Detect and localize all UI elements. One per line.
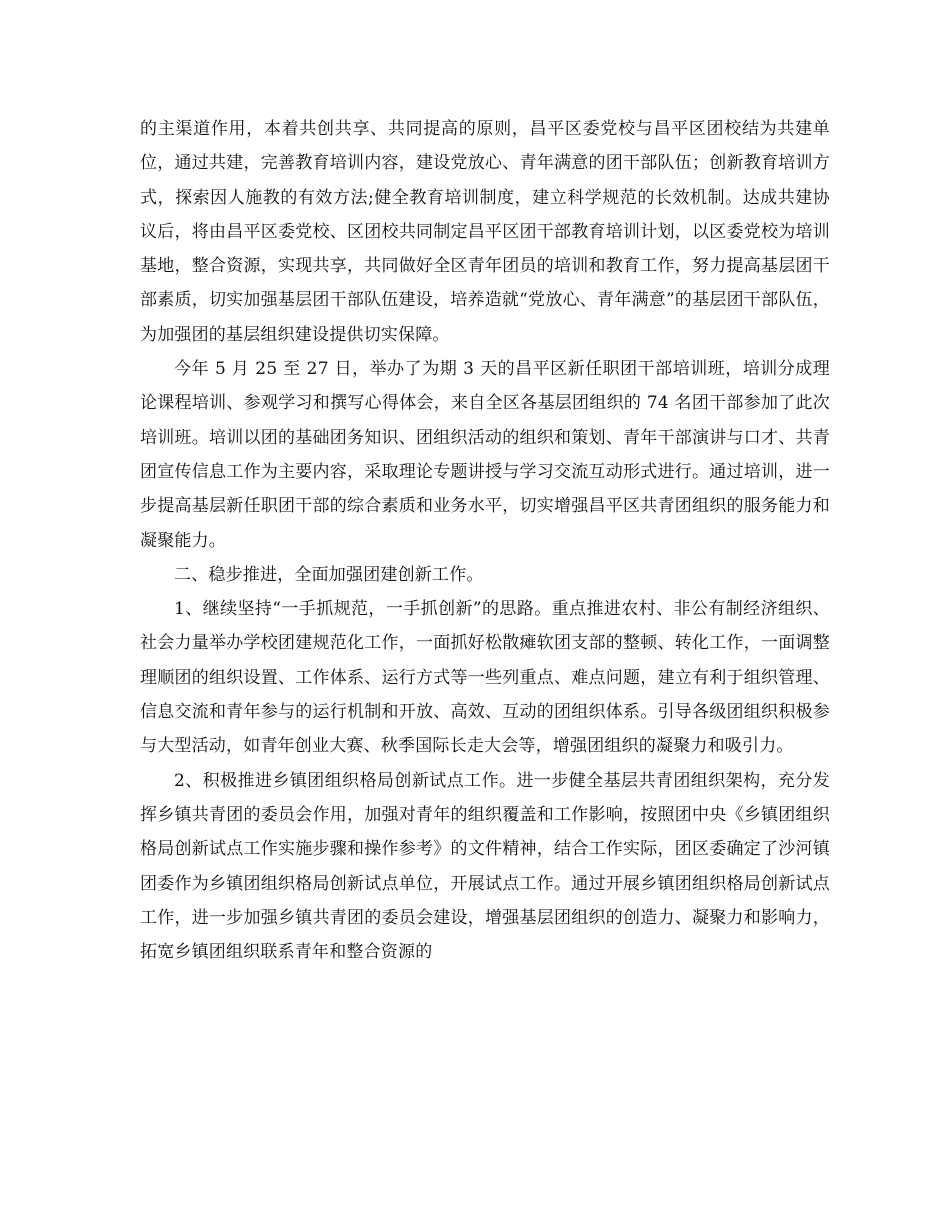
paragraph-training-class: 今年 5 月 25 至 27 日，举办了为期 3 天的昌平区新任职团干部培训班，培训分成理论课程培训、参观学习和撰写心得体会，来自全区各基层团组织的 74 名团干部参加了此次培训班。培训以团的基础团务知识、团组织活动的组织和策划、青年干部演讲与口才、共青团宣传信息工作为主要内容，采取理论专题讲授与学习交流互动形式进行。通过培训，进一步提高基层新任职团干部的综合素质和业务水平，切实增强昌平区共青团组织的服务能力和凝聚能力。 [140,359,830,551]
section-heading: 二、稳步推进，全面加强团建创新工作。 [174,564,484,585]
paragraph-item-1: 1、继续坚持“一手抓规范，一手抓创新”的思路。重点推进农村、非公有制经济组织、社会力量举办学校团建规范化工作，一面抓好松散瘫软团支部的整顿、转化工作，一面调整理顺团的组织设置、工作体系、运行方式等一些列重点、难点问题，建立有利于组织管理、信息交流和青年参与的运行机制和开放、高效、互动的团组织体系。引导各级团组织积极参与大型活动，如青年创业大赛、秋季国际长走大会等，增强团组织的凝聚力和吸引力。 [140,599,830,757]
paragraph-item-2: 2、积极推进乡镇团组织格局创新试点工作。进一步健全基层共青团组织架构，充分发挥乡镇共青团的委员会作用，加强对青年的组织覆盖和工作影响，按照团中央《乡镇团组织格局创新试点工作实施步骤和操作参考》的文件精神，结合工作实际，团区委确定了沙河镇团委作为乡镇团组织格局创新试点单位，开展试点工作。通过开展乡镇团组织格局创新试点工作，进一步加强乡镇共青团的委员会建设，增强基层团组织的创造力、凝聚力和影响力，拓宽乡镇团组织联系青年和整合资源的 [140,770,830,963]
paragraph-continuation: 的主渠道作用，本着共创共享、共同提高的原则，昌平区委党校与昌平区团校结为共建单位，通过共建，完善教育培训内容，建设党放心、青年满意的团干部队伍；创新教育培训方式，探索因人施教的有效方法;健全教育培训制度，建立科学规范的长效机制。达成共建协议后，将由昌平区委党校、区团校共同制定昌平区团干部教育培训计划，以区委党校为培训基地，整合资源，实现共享，共同做好全区青年团员的培训和教育工作，努力提高基层团干部素质，切实加强基层团干部队伍建设，培养造就“党放心、青年满意”的基层团干部队伍，为加强团的基层组织建设提供切实保障。 [140,119,830,345]
document-body [140,112,830,969]
